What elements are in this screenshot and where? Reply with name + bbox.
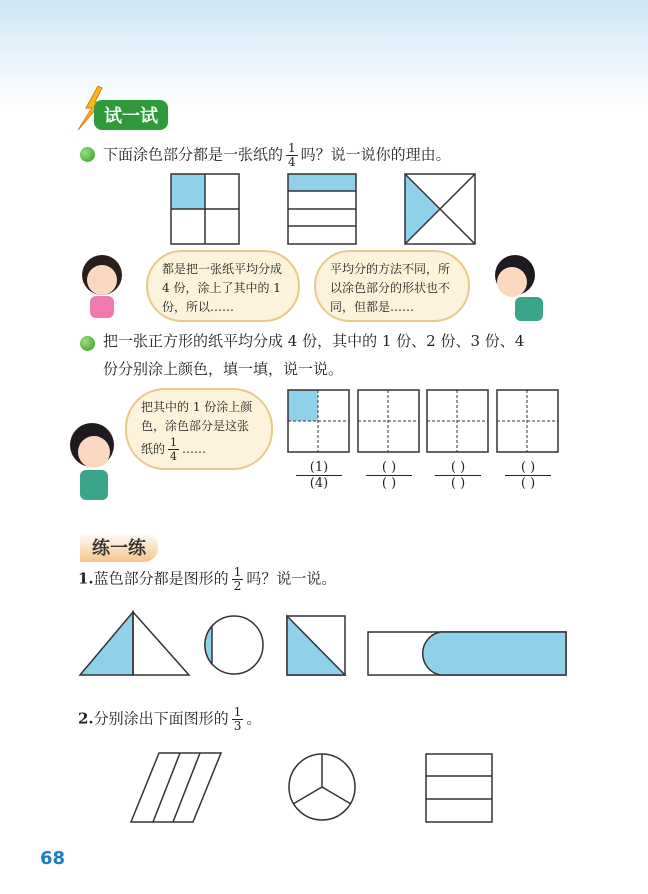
- question-2-line2: 份分别涂上颜色，填一填，说一说。: [103, 360, 344, 378]
- boy2-speech-bubble: 把其中的 1 份涂上颜色，涂色部分是这张纸的 $\frac{1}{4}$ ……: [125, 388, 273, 470]
- section-title-try: 试一试: [94, 100, 168, 130]
- exercise-2: 2.分别涂出下面图形的 $\frac{1}{3}$ 。: [78, 705, 262, 733]
- answer-fraction-3[interactable]: ( ) ( ): [435, 460, 481, 491]
- boy-illustration: [495, 255, 543, 321]
- fraction: $\frac{1}{4}$: [288, 141, 296, 169]
- girl-speech-bubble: 都是把一张纸平均分成 4 份，涂上了其中的 1 份，所以……: [146, 250, 300, 322]
- bullet-icon: [80, 336, 95, 351]
- answer-fraction-1[interactable]: (1) (4): [296, 460, 342, 491]
- answer-fraction-2[interactable]: ( ) ( ): [366, 460, 412, 491]
- boy-speech-bubble: 平均分的方法不同，所以涂色部分的形状也不同，但都是……: [314, 250, 470, 322]
- girl-illustration: [82, 255, 122, 318]
- boy2-illustration: [70, 423, 114, 500]
- question-2-line1: 把一张正方形的纸平均分成 4 份，其中的 1 份、2 份、3 份、4: [103, 332, 525, 350]
- section-title-practice: 练一练: [80, 532, 158, 562]
- answer-fraction-4[interactable]: ( ) ( ): [505, 460, 551, 491]
- exercise-1: 1.蓝色部分都是图形的 $\frac{1}{2}$ 吗？说一说。: [78, 565, 337, 593]
- page-number: 68: [40, 848, 66, 869]
- question-1: 下面涂色部分都是一张纸的 $\frac{1}{4}$ 吗？说一说你的理由。: [103, 141, 451, 169]
